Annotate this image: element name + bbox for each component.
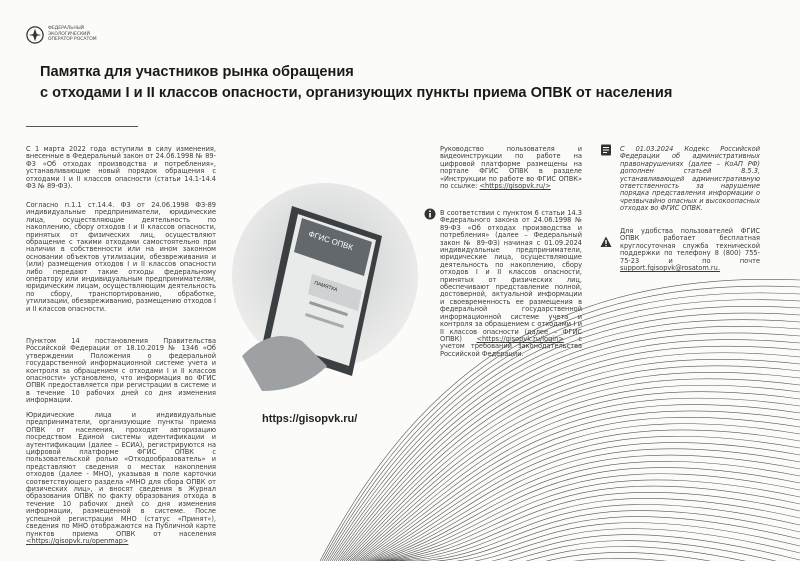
logo-text: ФЕДЕРАЛЬНЫЙ ЭКОЛОГИЧЕСКИЙ ОПЕРАТОР РОСАТОМ	[48, 26, 97, 42]
col3-paragraph-2-text: Для удобства пользователей ФГИС ОПВК работает бесплатная круглосуточная служба технической поддержки по телефону 8 (800) 755-75-23 и по почте	[620, 227, 760, 265]
col2-paragraph-1	[440, 146, 582, 190]
title-line-1: Памятка для участников рынка обращения	[40, 64, 354, 80]
wave-line	[354, 392, 800, 561]
col1-paragraph-2: Согласно п.1.1 ст.14.4. ФЗ от 24.06.1998 ФЗ-89 индивидуальные предприниматели, юридические лица, осуществляющие деятельность по накоплению, сбору отходов I и II классов опасности, принятых от физических лиц, осуществляют обращение с такими отходами самостоятельно при наличии в собственности или на ином законном основании объектов утилизации, обезвреживания и (или) размещения отходов I и II классов опасности либо передают такие отходы федеральному оператору или индивидуальным предпринимателям, юридическим лицам, осуществляющим деятельность по сбору, транспортированию, обработке, утилизации, обезвреживанию, размещению отходов I и II классов опасности.	[26, 201, 216, 313]
wave-line	[368, 436, 800, 561]
wave-line	[362, 417, 800, 561]
col2-paragraph-2-text: В соответствии с пунктом 6 статьи 14.3 Федерального закона от 24.06.1998 № 89-ФЗ «Об отходах производства и потребления» (далее – Федеральный закон № 89-ФЗ) начиная с 01.09.2024 индивидуальные предприниматели, юридические лица, осуществляющие деятельность по накоплению, сбору отходов I и II классов опасности, принятых от физических лиц, обеспечивают представление полной, достоверной, актуальной информации и своевременность ее размещения в федеральной государственной информационной системе учета и контроля за обращением с отходами I и II классов опасности (далее – ФГИС ОПВК)	[440, 209, 582, 343]
phone-photo	[232, 166, 418, 402]
gisopvk-url[interactable]: https://gisopvk.ru/	[262, 413, 358, 425]
gisopvk-link[interactable]: <https://gisopvk.ru/>	[479, 182, 551, 191]
divider	[26, 126, 138, 127]
rosatom-star-icon	[26, 26, 44, 44]
login-link[interactable]: <https://gisopvk.ru/login>	[476, 334, 564, 343]
wave-line	[352, 385, 800, 561]
col1-paragraph-4-text: Юридические лица и индивидуальные предприниматели, организующие пункты приема ОПВК от населения, проходят авторизацию посредством Единой системы идентификации и аутентификации (далее – ЕСИА), регистрируются на цифровой платформе ФГИС ОПВК с пользовательской ролью «Отходообразователь» и представляют сведения о местах накопления отходов (далее - МНО), указывая в поле карточки соответствующего раздела «МНО для сбора ОПВК от физических лиц», и вносят сведения в Журнал образования ОПВК по факту образования отхода в течение 10 рабочих дней со дня изменения информации, размещенной в системе. После успешной регистрации МНО (статус «Принят»), сведения по МНО отображаются на Публичной карте пунктов приема ОПВК от населения	[26, 411, 216, 538]
openmap-link[interactable]: <https://gisopvk.ru/openmap>	[26, 536, 129, 545]
col3-paragraph-1: С 01.03.2024 Кодекс Российской Федерации об административных правонарушениях (далее – КоАП РФ) дополнен статьей 8.5.3, устанавливающей административную ответственность за нарушение порядка представления информации о чрезвычайно опасных и высокоопасных отходах во ФГИС ОПВК.	[620, 145, 760, 213]
wave-line	[366, 430, 800, 561]
wave-line	[358, 405, 800, 561]
col2-paragraph-2	[440, 210, 582, 358]
document-icon	[600, 144, 612, 156]
support-email-link[interactable]: support.fgisopvk@rosatom.ru.	[620, 264, 720, 273]
logo	[26, 24, 146, 50]
col3-paragraph-2	[620, 228, 760, 272]
col2-paragraph-1-text: Руководство пользователя и видеоинструкции по работе на цифровой платформе размещены на портале ФГИС ОПВК в разделе «Инструкции по работе во ФГИС ОПВК» по ссылке:	[440, 145, 582, 191]
col1-paragraph-3: Пунктом 14 постановления Правительства Российской Федерации от 18.10.2019 № 1346 «Об утверждении Положения о федеральной государственной информационной системе учета и контроля за обращением с отходами I и II классов опасности» установлено, что информация во ФГИС ОПВК предоставляется при регистрации в системе и в течение 10 рабочих дней со дня изменения информации.	[26, 337, 216, 405]
info-icon	[424, 208, 436, 220]
title-line-2: с отходами I и II классов опасности, организующих пункты приема ОПВК от населения	[40, 85, 673, 101]
card-brand: ФГИС ОПВК	[307, 229, 355, 253]
wave-line	[356, 398, 800, 561]
card-label: ПАМЯТКА	[313, 280, 339, 294]
page-title	[40, 62, 672, 104]
warning-icon	[600, 236, 612, 248]
col1-paragraph-4	[26, 412, 216, 545]
col2-paragraph-3-text: с учетом требований законодательства Российской Федерации.	[440, 334, 582, 358]
col1-paragraph-1: С 1 марта 2022 года вступили в силу изменения, внесенные в Федеральный закон от 24.06.1998 № 89-ФЗ «Об отходах производства и потребления», устанавливающие новый порядок обращения с отходами I и II классов опасности (статьи 14.1-14.4 ФЗ № 89-ФЗ).	[26, 145, 216, 191]
wave-line	[374, 455, 800, 561]
